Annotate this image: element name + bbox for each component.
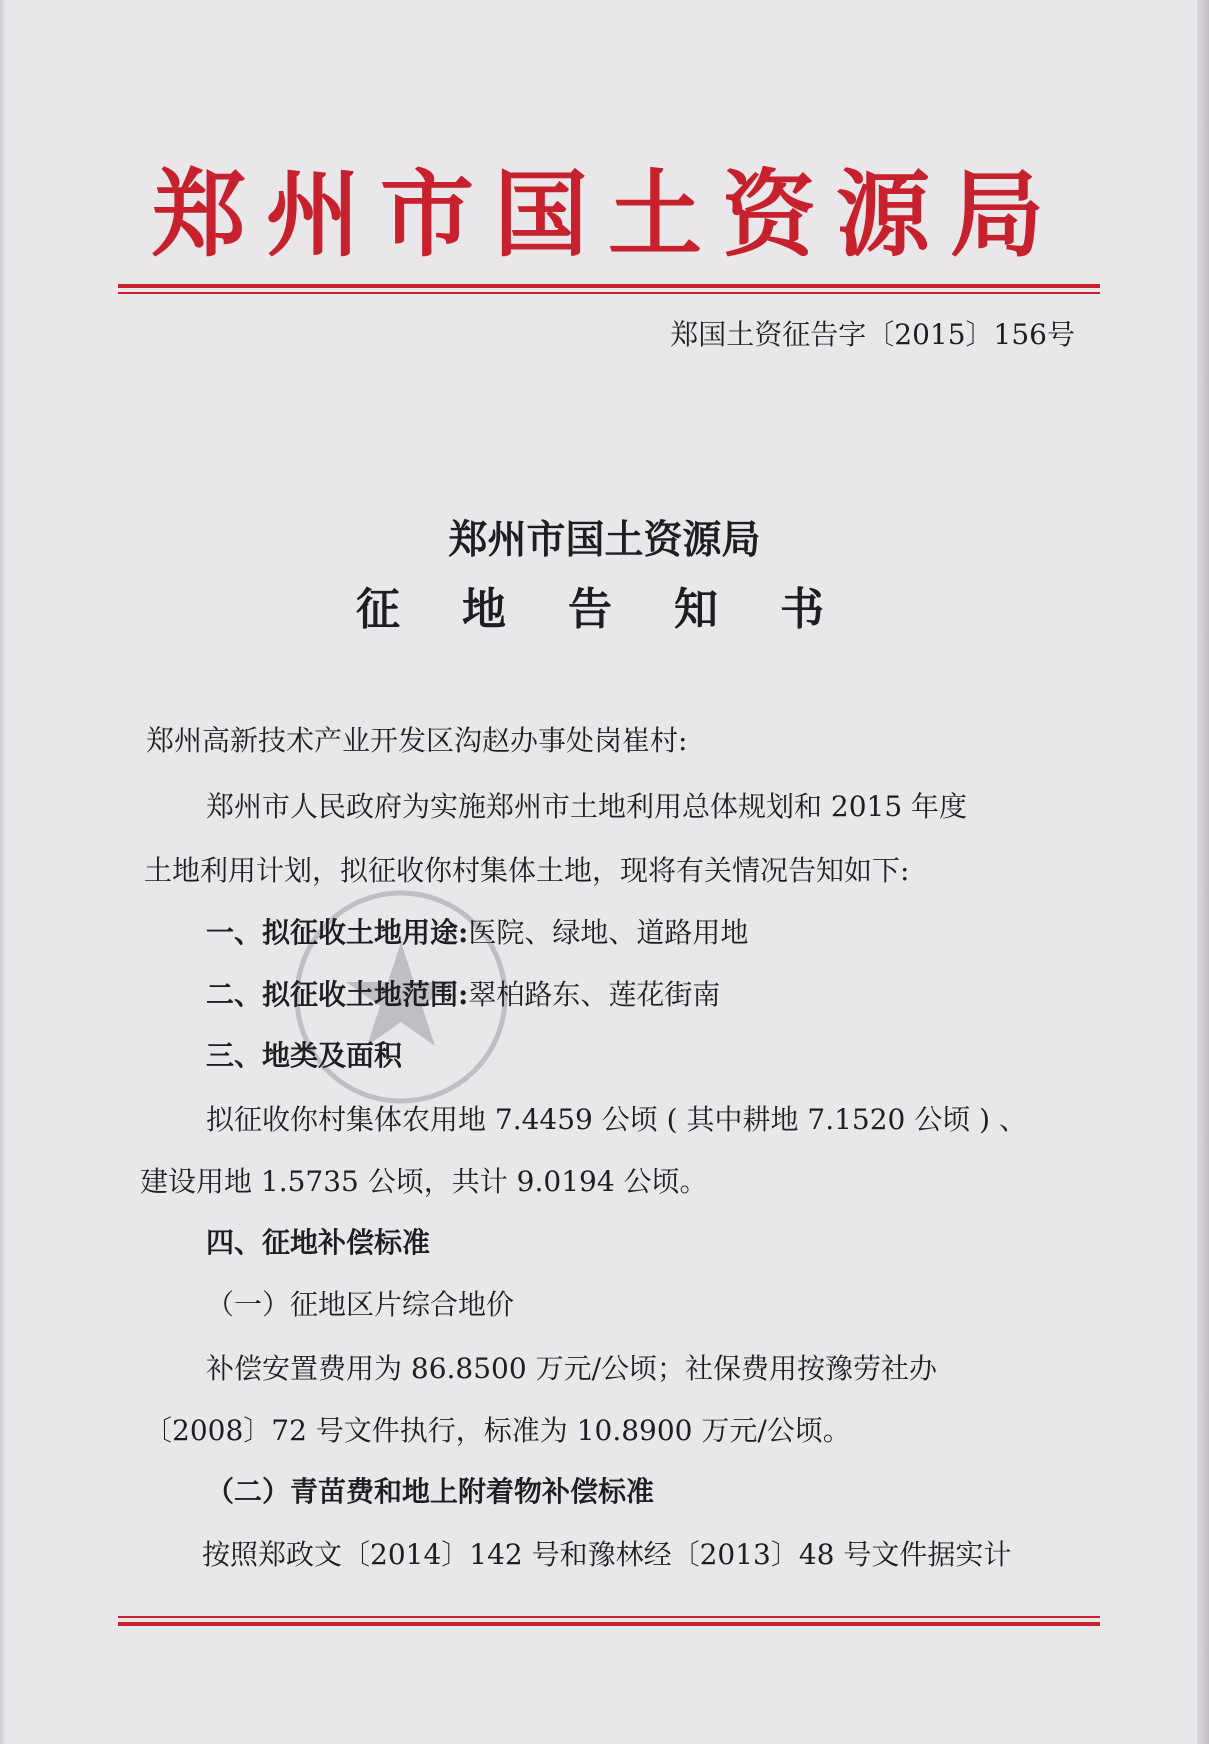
item-3-line-1: 拟征收你村集体农用地 7.4459 公顷 ( 其中耕地 7.1520 公顷 ) 、 <box>206 1103 1027 1136</box>
sub-item-1-line-2: 〔2008〕72 号文件执行，标准为 10.8900 万元/公顷。 <box>144 1414 851 1447</box>
footer-rule-thick <box>118 1622 1100 1626</box>
sub-item-2-line-1: 按照郑政文〔2014〕142 号和豫林经〔2013〕48 号文件据实计 <box>202 1538 1012 1571</box>
notice-title: 征地告知书 <box>356 584 886 635</box>
sub-item-1-line-1: 补偿安置费用为 86.8500 万元/公顷；社保费用按豫劳社办 <box>206 1352 938 1385</box>
intro-line-2: 土地利用计划，拟征收你村集体土地，现将有关情况告知如下: <box>144 854 910 887</box>
addressee: 郑州高新技术产业开发区沟赵办事处岗崔村: <box>146 724 688 757</box>
page-edge-left <box>0 0 6 1744</box>
item-2 <box>206 975 720 1015</box>
item-3-label: 三、地类及面积 <box>206 1039 403 1072</box>
notice-title-agency: 郑州市国土资源局 <box>448 517 761 563</box>
item-1-value: 医院、绿地、道路用地 <box>468 916 749 949</box>
item-1 <box>206 913 748 953</box>
sub-item-1-label: （一）征地区片综合地价 <box>206 1288 515 1321</box>
sub-item-2-label: （二）青苗费和地上附着物补偿标准 <box>206 1475 655 1508</box>
intro-line-1: 郑州市人民政府为实施郑州市土地利用总体规划和 2015 年度 <box>206 790 968 823</box>
item-4-label: 四、征地补偿标准 <box>206 1226 431 1259</box>
footer-rule-thin <box>118 1616 1100 1618</box>
item-2-value: 翠柏路东、莲花街南 <box>468 978 721 1011</box>
item-3-line-2: 建设用地 1.5735 公顷，共计 9.0194 公顷。 <box>140 1165 708 1198</box>
item-2-label: 二、拟征收土地范围: <box>206 978 469 1011</box>
letterhead-rule-thin <box>118 292 1100 294</box>
letterhead-rule-thick <box>118 284 1100 288</box>
page-edge-right <box>1197 0 1209 1744</box>
document-number: 郑国土资征告字〔2015〕156号 <box>670 318 1075 351</box>
item-1-label: 一、拟征收土地用途: <box>206 916 469 949</box>
letterhead-agency: 郑州市国土资源局 <box>151 160 1064 270</box>
